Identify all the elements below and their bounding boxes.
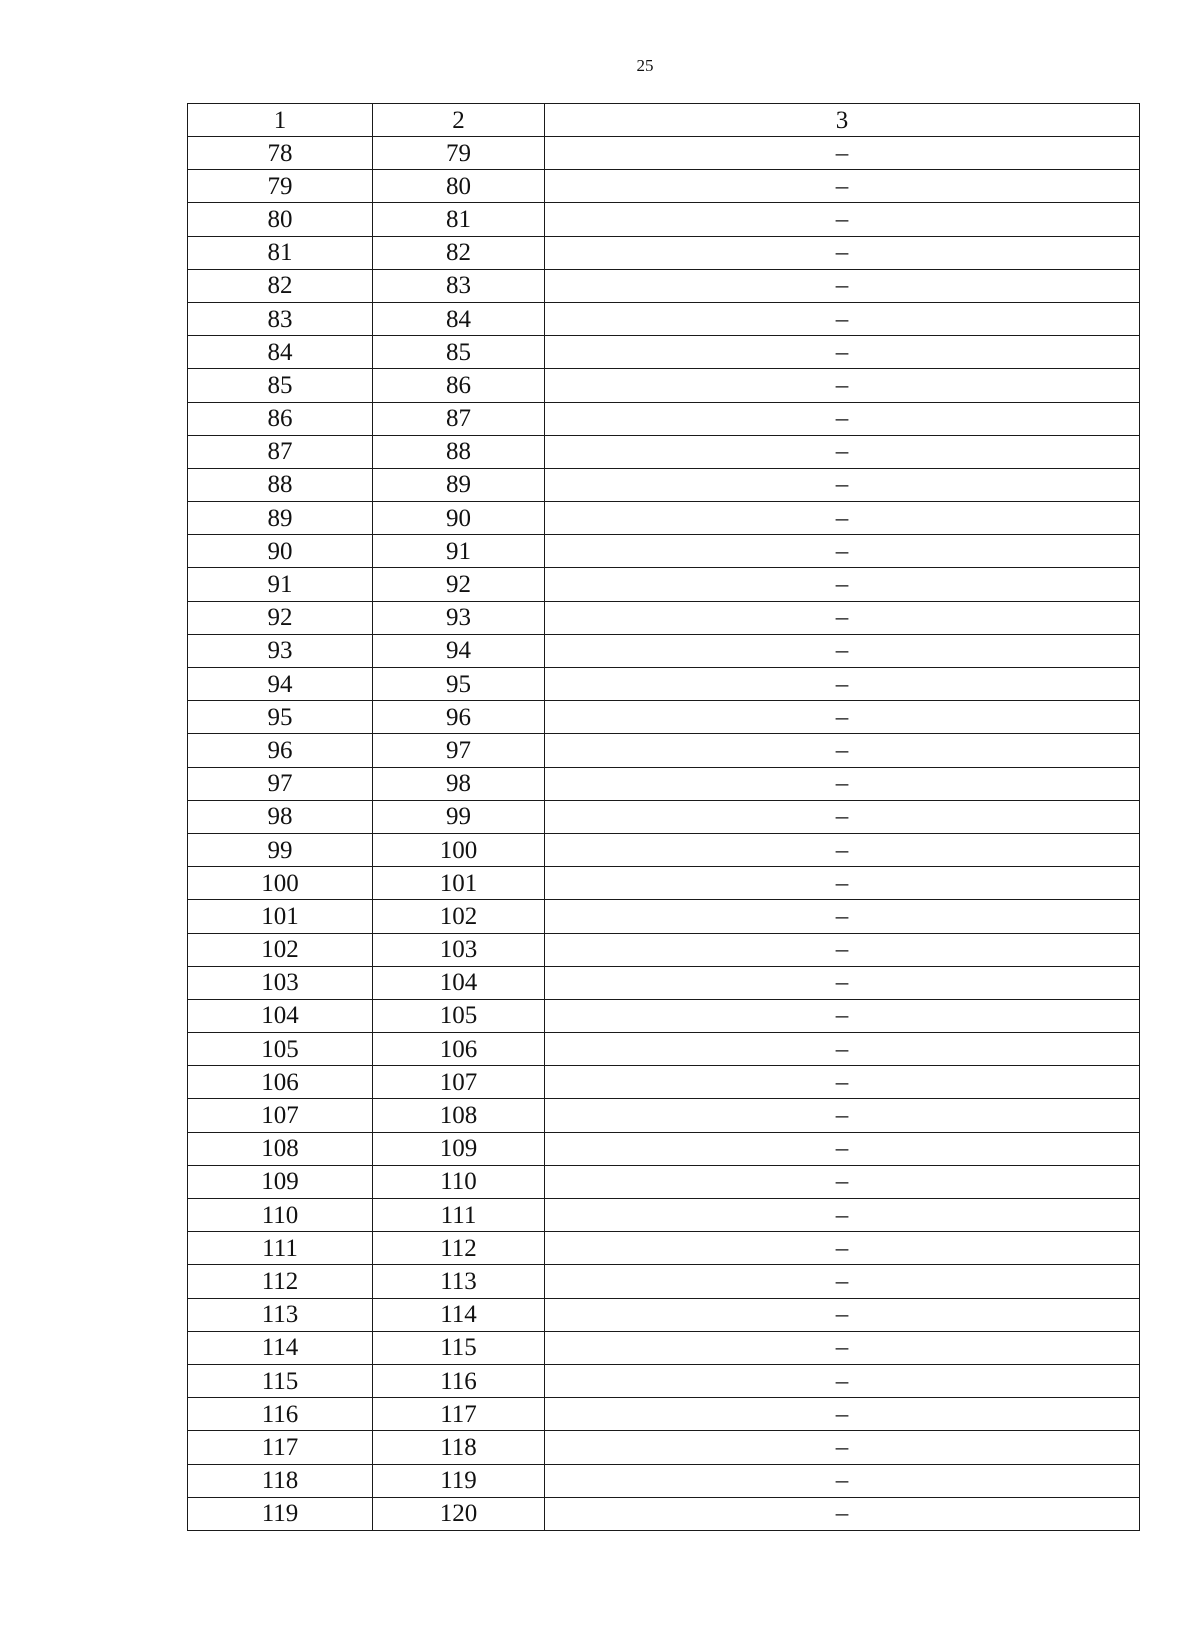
table-cell-col-2: 117 (373, 1398, 545, 1431)
table-cell-col-3: – (545, 302, 1140, 335)
table-cell-col-2: 89 (373, 468, 545, 501)
table-body (188, 104, 1140, 1531)
table-cell-col-1: 118 (188, 1464, 373, 1497)
table-cell-col-2: 102 (373, 900, 545, 933)
table-cell-col-1: 114 (188, 1331, 373, 1364)
table-cell-col-3: – (545, 435, 1140, 468)
table-cell-col-2: 93 (373, 601, 545, 634)
table-cell-col-2: 98 (373, 767, 545, 800)
table-row (188, 1066, 1140, 1099)
table-cell-col-1: 82 (188, 269, 373, 302)
table-cell-col-2: 95 (373, 668, 545, 701)
table-cell-col-3: – (545, 402, 1140, 435)
table-cell-col-3: – (545, 1265, 1140, 1298)
table-cell-col-2: 84 (373, 302, 545, 335)
table-cell-col-1: 99 (188, 833, 373, 866)
table-cell-col-3: – (545, 701, 1140, 734)
table-cell-col-3: – (545, 170, 1140, 203)
table-cell-col-2: 116 (373, 1364, 545, 1397)
table-cell-col-1: 119 (188, 1497, 373, 1530)
table-row (188, 402, 1140, 435)
table-cell-col-1: 106 (188, 1066, 373, 1099)
table-cell-col-1: 109 (188, 1165, 373, 1198)
table-cell-col-1: 107 (188, 1099, 373, 1132)
table-cell-col-1: 108 (188, 1132, 373, 1165)
table-row (188, 1431, 1140, 1464)
table-cell-col-3: – (545, 1398, 1140, 1431)
table-cell-col-1: 96 (188, 734, 373, 767)
table-cell-col-3: – (545, 1298, 1140, 1331)
table-cell-col-3: – (545, 833, 1140, 866)
table-cell-col-3: – (545, 203, 1140, 236)
table-cell-col-1: 90 (188, 535, 373, 568)
page-number: 25 (636, 56, 654, 75)
table-row (188, 833, 1140, 866)
table-cell-col-2: 99 (373, 800, 545, 833)
table-cell-col-2: 118 (373, 1431, 545, 1464)
table-cell-col-1: 98 (188, 800, 373, 833)
table-row (188, 933, 1140, 966)
table-cell-col-2: 109 (373, 1132, 545, 1165)
table-cell-col-3: – (545, 269, 1140, 302)
table-row (188, 1398, 1140, 1431)
table-cell-col-1: 111 (188, 1232, 373, 1265)
table-cell-col-1: 101 (188, 900, 373, 933)
table-row (188, 568, 1140, 601)
table-cell-col-3: – (545, 933, 1140, 966)
table-row (188, 1033, 1140, 1066)
table-cell-col-2: 101 (373, 867, 545, 900)
table-cell-col-3: – (545, 1232, 1140, 1265)
table-row (188, 369, 1140, 402)
table-cell-col-3: – (545, 468, 1140, 501)
table-row (188, 734, 1140, 767)
table-header-row (188, 104, 1140, 137)
table-cell-col-2: 110 (373, 1165, 545, 1198)
table-cell-col-1: 81 (188, 236, 373, 269)
table-cell-col-2: 82 (373, 236, 545, 269)
table-cell-col-2: 80 (373, 170, 545, 203)
column-header-1: 1 (188, 104, 373, 137)
table-row (188, 601, 1140, 634)
table-cell-col-2: 97 (373, 734, 545, 767)
table-cell-col-2: 86 (373, 369, 545, 402)
table-cell-col-2: 114 (373, 1298, 545, 1331)
table-cell-col-3: – (545, 1464, 1140, 1497)
table-cell-col-3: – (545, 668, 1140, 701)
table-cell-col-2: 107 (373, 1066, 545, 1099)
table-cell-col-3: – (545, 1431, 1140, 1464)
table-cell-col-2: 92 (373, 568, 545, 601)
table-cell-col-2: 103 (373, 933, 545, 966)
table-cell-col-3: – (545, 867, 1140, 900)
table-cell-col-3: – (545, 137, 1140, 170)
table-row (188, 867, 1140, 900)
table-cell-col-1: 112 (188, 1265, 373, 1298)
table-cell-col-2: 111 (373, 1199, 545, 1232)
table-cell-col-3: – (545, 568, 1140, 601)
table-row (188, 170, 1140, 203)
column-header-2: 2 (373, 104, 545, 137)
table-cell-col-3: – (545, 966, 1140, 999)
table-cell-col-1: 97 (188, 767, 373, 800)
table-cell-col-2: 100 (373, 833, 545, 866)
table-cell-col-2: 88 (373, 435, 545, 468)
table-row (188, 668, 1140, 701)
table-cell-col-3: – (545, 1199, 1140, 1232)
table-row (188, 302, 1140, 335)
table-row (188, 1364, 1140, 1397)
table-cell-col-3: – (545, 634, 1140, 667)
table-row (188, 137, 1140, 170)
table-cell-col-1: 100 (188, 867, 373, 900)
table-cell-col-2: 120 (373, 1497, 545, 1530)
table-cell-col-3: – (545, 1099, 1140, 1132)
table-cell-col-1: 93 (188, 634, 373, 667)
table-cell-col-1: 84 (188, 336, 373, 369)
table-cell-col-1: 83 (188, 302, 373, 335)
data-table-container (187, 103, 1140, 1531)
table-row (188, 634, 1140, 667)
data-table (187, 103, 1140, 1531)
table-cell-col-1: 102 (188, 933, 373, 966)
table-cell-col-3: – (545, 999, 1140, 1032)
table-cell-col-3: – (545, 1497, 1140, 1530)
table-cell-col-2: 105 (373, 999, 545, 1032)
table-row (188, 1265, 1140, 1298)
table-cell-col-1: 86 (188, 402, 373, 435)
table-cell-col-1: 104 (188, 999, 373, 1032)
table-cell-col-2: 104 (373, 966, 545, 999)
table-cell-col-1: 116 (188, 1398, 373, 1431)
table-row (188, 1099, 1140, 1132)
table-cell-col-3: – (545, 1165, 1140, 1198)
table-cell-col-1: 113 (188, 1298, 373, 1331)
table-cell-col-3: – (545, 1132, 1140, 1165)
table-row (188, 800, 1140, 833)
table-cell-col-2: 113 (373, 1265, 545, 1298)
table-cell-col-3: – (545, 502, 1140, 535)
table-row (188, 966, 1140, 999)
table-cell-col-2: 115 (373, 1331, 545, 1364)
table-cell-col-1: 94 (188, 668, 373, 701)
table-cell-col-2: 83 (373, 269, 545, 302)
table-row (188, 1199, 1140, 1232)
table-cell-col-3: – (545, 601, 1140, 634)
table-cell-col-1: 117 (188, 1431, 373, 1464)
table-cell-col-3: – (545, 1364, 1140, 1397)
table-cell-col-3: – (545, 336, 1140, 369)
table-cell-col-3: – (545, 1066, 1140, 1099)
table-cell-col-1: 92 (188, 601, 373, 634)
table-row (188, 468, 1140, 501)
table-cell-col-3: – (545, 767, 1140, 800)
table-cell-col-2: 79 (373, 137, 545, 170)
table-cell-col-1: 85 (188, 369, 373, 402)
table-cell-col-1: 88 (188, 468, 373, 501)
table-cell-col-2: 106 (373, 1033, 545, 1066)
table-cell-col-3: – (545, 800, 1140, 833)
table-cell-col-1: 79 (188, 170, 373, 203)
table-row (188, 336, 1140, 369)
table-row (188, 269, 1140, 302)
table-row (188, 767, 1140, 800)
table-cell-col-1: 110 (188, 1199, 373, 1232)
table-cell-col-1: 78 (188, 137, 373, 170)
table-cell-col-3: – (545, 535, 1140, 568)
table-cell-col-3: – (545, 369, 1140, 402)
table-cell-col-3: – (545, 900, 1140, 933)
table-cell-col-2: 85 (373, 336, 545, 369)
table-cell-col-1: 80 (188, 203, 373, 236)
table-cell-col-1: 95 (188, 701, 373, 734)
table-row (188, 502, 1140, 535)
table-row (188, 236, 1140, 269)
table-cell-col-2: 91 (373, 535, 545, 568)
table-cell-col-2: 119 (373, 1464, 545, 1497)
table-cell-col-2: 108 (373, 1099, 545, 1132)
table-cell-col-1: 115 (188, 1364, 373, 1397)
table-cell-col-1: 91 (188, 568, 373, 601)
table-cell-col-2: 112 (373, 1232, 545, 1265)
table-cell-col-2: 81 (373, 203, 545, 236)
table-row (188, 900, 1140, 933)
table-row (188, 203, 1140, 236)
table-row (188, 1232, 1140, 1265)
table-row (188, 1331, 1140, 1364)
table-row (188, 1497, 1140, 1530)
table-row (188, 1132, 1140, 1165)
table-cell-col-3: – (545, 1033, 1140, 1066)
table-row (188, 535, 1140, 568)
column-header-3: 3 (545, 104, 1140, 137)
table-cell-col-1: 87 (188, 435, 373, 468)
table-cell-col-1: 105 (188, 1033, 373, 1066)
table-cell-col-1: 89 (188, 502, 373, 535)
table-cell-col-2: 94 (373, 634, 545, 667)
table-cell-col-3: – (545, 1331, 1140, 1364)
table-cell-col-2: 96 (373, 701, 545, 734)
table-cell-col-3: – (545, 236, 1140, 269)
table-row (188, 435, 1140, 468)
table-row (188, 701, 1140, 734)
table-cell-col-2: 90 (373, 502, 545, 535)
table-row (188, 1298, 1140, 1331)
table-row (188, 1165, 1140, 1198)
table-row (188, 999, 1140, 1032)
table-row (188, 1464, 1140, 1497)
table-cell-col-1: 103 (188, 966, 373, 999)
table-cell-col-2: 87 (373, 402, 545, 435)
table-cell-col-3: – (545, 734, 1140, 767)
